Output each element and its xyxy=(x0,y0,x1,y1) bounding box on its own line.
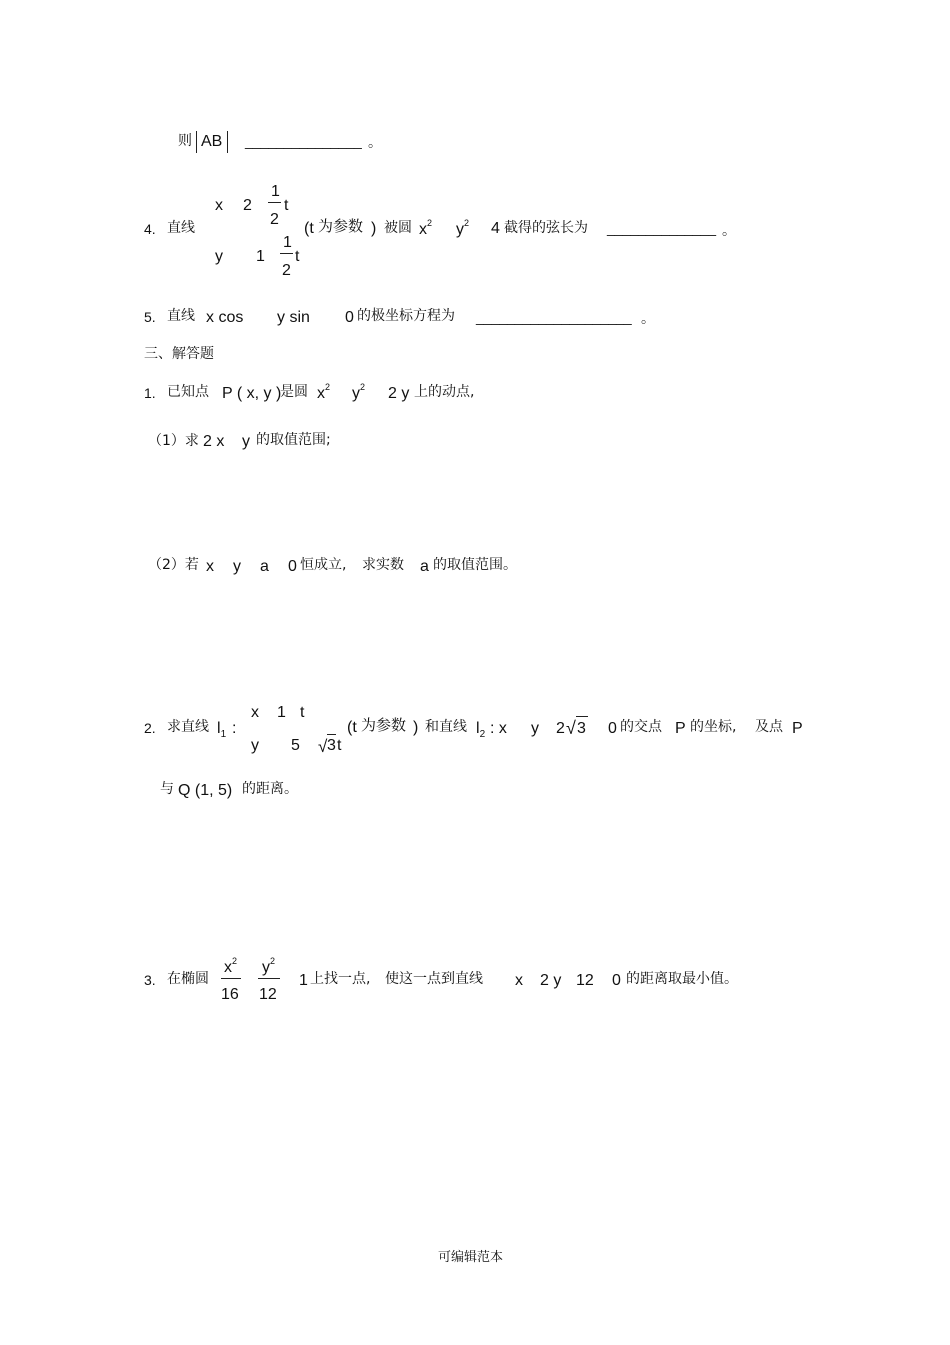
p1-s2-label: （2）若 xyxy=(148,557,199,573)
p2-y-const: 5 xyxy=(291,737,300,754)
p2-l2-y: y xyxy=(531,720,539,737)
section-title: 三、解答题 xyxy=(144,346,214,362)
p1-s1-expr-a: 2 x xyxy=(203,433,225,450)
q4-param-close: ) xyxy=(371,220,377,237)
p2-l2-rad: 3 xyxy=(577,720,586,737)
p1-s1-label: （1）求 xyxy=(148,433,199,449)
p3-frac1-bar xyxy=(221,978,241,979)
q4-param-open: (t xyxy=(304,220,314,237)
q4-end: 。 xyxy=(722,223,736,239)
p1-s1-tail: 的取值范围; xyxy=(256,432,331,448)
q5-zero: 0 xyxy=(345,309,354,326)
q5-tail: 的极坐标方程为 xyxy=(357,308,455,324)
p2-Q: Q (1, 5) xyxy=(178,782,233,799)
abs-bar-left xyxy=(196,131,197,153)
p2-x: x xyxy=(251,704,259,721)
p1-text2: 是圆 xyxy=(280,384,308,400)
p1-circle-x: $x^2$ xyxy=(317,382,331,402)
p2-colon: : xyxy=(232,720,237,737)
p3-frac1-den: 16 xyxy=(221,986,239,1003)
q4-x-const: 2 xyxy=(243,197,252,214)
top-ab: AB xyxy=(201,133,223,150)
q4-x: x xyxy=(215,197,223,214)
top-prefix: 则 xyxy=(178,133,192,149)
p3-frac2-num: $y^2$ xyxy=(262,956,276,976)
p2-text4: 的坐标, xyxy=(690,719,737,735)
p1-text1: 已知点 xyxy=(167,384,209,400)
q4-rhs: 4 xyxy=(491,220,500,237)
q5-end: 。 xyxy=(641,311,655,327)
p3-frac1-num: $x^2$ xyxy=(224,956,238,976)
p1-point: P ( x, y ) xyxy=(222,385,282,402)
q4-y: y xyxy=(215,248,223,265)
q4-frac1-den: 2 xyxy=(270,211,279,228)
p2-P2: P xyxy=(792,720,803,737)
q4-x-t: t xyxy=(284,197,289,214)
p3-text1: 在椭圆 xyxy=(167,971,209,987)
p2-l2-const: 2 xyxy=(556,720,565,737)
p3-text2: 上找一点, xyxy=(310,971,371,987)
p2-number: 2. xyxy=(144,720,156,736)
p1-s2-a: a xyxy=(260,558,269,575)
p3-number: 3. xyxy=(144,972,156,988)
p1-circle-y: $y^2$ xyxy=(352,382,366,402)
p1-s2-a2: a xyxy=(420,558,429,575)
q4-label: 直线 xyxy=(167,220,195,236)
q4-mid: 被圆 xyxy=(384,220,412,236)
q4-frac2-num: 1 xyxy=(283,234,292,251)
p1-s2-y: y xyxy=(233,558,241,575)
p2-x-t: t xyxy=(300,704,305,721)
p2-P: P xyxy=(675,720,686,737)
q4-param-text: 为参数 xyxy=(318,217,364,235)
sqrt-icon: √ xyxy=(318,737,328,756)
p3-one: 1 xyxy=(299,972,308,989)
p1-s2-tail2: 求实数 xyxy=(362,557,404,573)
q4-tail: 截得的弦长为 xyxy=(504,220,588,236)
q4-frac1-bar xyxy=(268,202,281,203)
q4-blank: ______________ xyxy=(607,220,717,236)
q4-frac1-num: 1 xyxy=(271,183,280,200)
p2-line2-b: 的距离。 xyxy=(242,781,298,797)
p2-l1: $l_1$ xyxy=(217,720,227,740)
p1-s1-expr-b: y xyxy=(242,433,250,450)
p2-param-text: 为参数 xyxy=(361,716,407,734)
p1-s2-tail1: 恒成立, xyxy=(300,557,347,573)
p2-l2-zero: 0 xyxy=(608,720,617,737)
p1-rhs: 2 y xyxy=(388,385,410,402)
p3-text3: 使这一点到直线 xyxy=(385,971,483,987)
p2-l2-eq: : x xyxy=(490,720,507,737)
q5-number: 5. xyxy=(144,309,156,325)
p2-text2: 和直线 xyxy=(425,719,467,735)
p2-l2: $l_2$ xyxy=(476,720,486,740)
p2-text3: 的交点 xyxy=(620,719,662,735)
q4-y-const: 1 xyxy=(256,248,265,265)
p3-ly: 2 y xyxy=(540,972,562,989)
p2-x-const: 1 xyxy=(277,704,286,721)
p3-frac2-bar xyxy=(258,978,280,979)
q4-number: 4. xyxy=(144,221,156,237)
p2-y: y xyxy=(251,737,259,754)
p2-y-rad-bar xyxy=(327,734,336,735)
q4-y-t: t xyxy=(295,248,300,265)
q4-frac2-den: 2 xyxy=(282,262,291,279)
p1-text3: 上的动点, xyxy=(414,384,475,400)
p1-s2-tail3: 的取值范围。 xyxy=(433,557,517,573)
p3-text4: 的距离取最小值。 xyxy=(626,971,738,987)
footer-text: 可编辑范本 xyxy=(438,1250,504,1265)
p2-param-open: (t xyxy=(347,719,357,736)
p3-lc: 12 xyxy=(576,972,594,989)
q4-circle-y: $y^2$ xyxy=(456,218,470,238)
p2-text1: 求直线 xyxy=(167,719,209,735)
top-end: 。 xyxy=(368,135,382,151)
abs-bar-right xyxy=(227,131,228,153)
sqrt-icon: √ xyxy=(566,718,576,738)
p1-s2-x: x xyxy=(206,558,214,575)
p1-s2-zero: 0 xyxy=(288,558,297,575)
p3-frac2-den: 12 xyxy=(259,986,277,1003)
p3-lz: 0 xyxy=(612,972,621,989)
top-blank: _______________ xyxy=(245,133,362,149)
p2-text5: 及点 xyxy=(755,719,783,735)
q5-xcos: x cos xyxy=(206,309,244,326)
q5-blank: ____________________ xyxy=(476,309,632,325)
q4-circle-x: $x^2$ xyxy=(419,218,433,238)
q5-label: 直线 xyxy=(167,308,195,324)
p2-line2-a: 与 xyxy=(160,781,174,797)
p2-y-rad: 3 xyxy=(327,737,336,754)
p3-lx: x xyxy=(515,972,523,989)
q5-ysin: y sin xyxy=(277,309,310,326)
q4-frac2-bar xyxy=(280,253,293,254)
p2-y-t: t xyxy=(337,737,342,754)
p1-number: 1. xyxy=(144,385,156,401)
p2-l2-rad-bar xyxy=(576,716,588,717)
p2-param-close: ) xyxy=(413,719,419,736)
